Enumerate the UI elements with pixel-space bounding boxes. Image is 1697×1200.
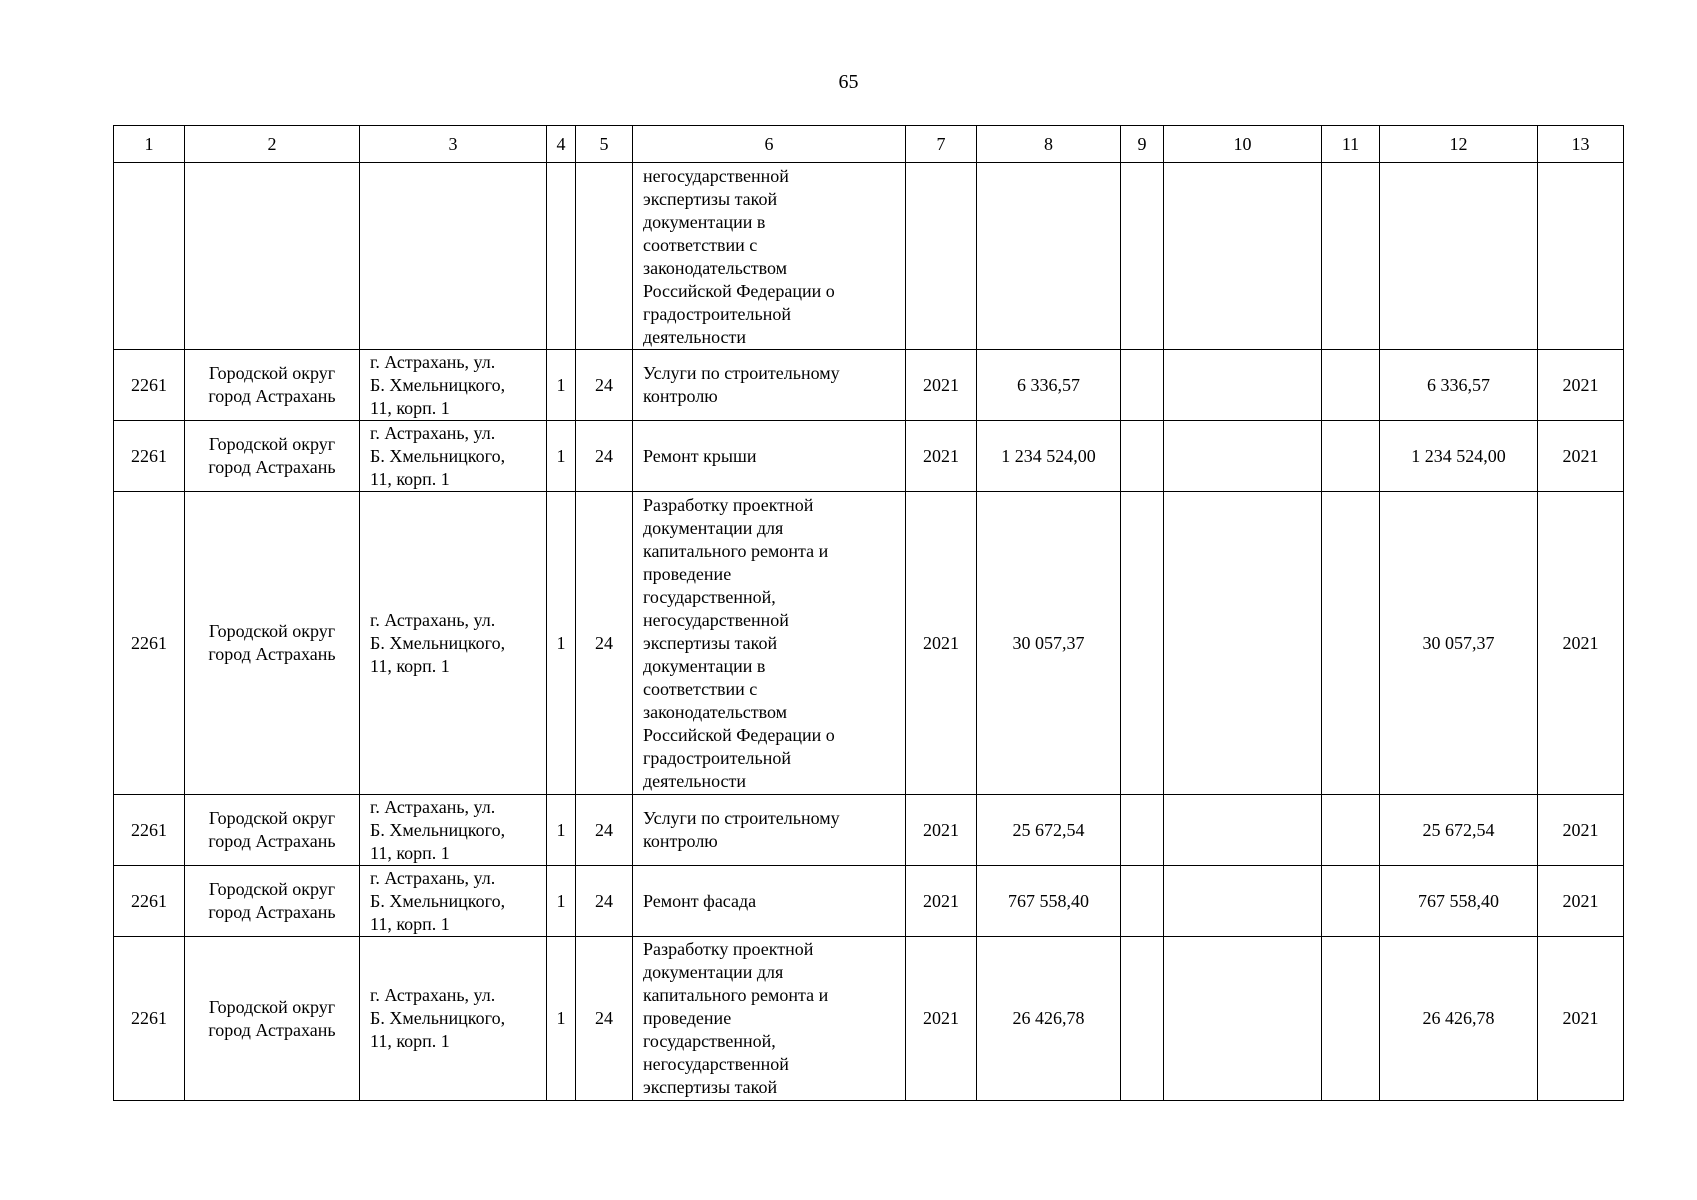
column-header: 11 xyxy=(1322,126,1380,163)
cell-year: 2021 xyxy=(906,350,977,421)
cell-amount-total: 30 057,37 xyxy=(1380,492,1538,795)
cell-municipality: Городской округ город Астрахань xyxy=(185,350,360,421)
cell-col5 xyxy=(576,163,633,350)
cell-description: Услуги по строительному контролю xyxy=(633,350,906,421)
cell-col11 xyxy=(1322,163,1380,350)
cell-year: 2021 xyxy=(906,795,977,866)
cell-year-end: 2021 xyxy=(1538,492,1624,795)
cell-year-end: 2021 xyxy=(1538,350,1624,421)
cell-col11 xyxy=(1322,795,1380,866)
cell-municipality: Городской округ город Астрахань xyxy=(185,492,360,795)
cell-col9 xyxy=(1121,866,1164,937)
column-header: 7 xyxy=(906,126,977,163)
cell-id: 2261 xyxy=(114,350,185,421)
cell-description: Разработку проектной документации для капитального ремонта и проведение государственной, негосударственной экспертизы такой документации в соответствии с законодательством Российской Федерации о градостроительной деятельности xyxy=(633,492,906,795)
cell-col10 xyxy=(1164,795,1322,866)
column-header: 2 xyxy=(185,126,360,163)
cell-col9 xyxy=(1121,350,1164,421)
cell-id xyxy=(114,163,185,350)
table-row xyxy=(114,866,1624,937)
cell-col10 xyxy=(1164,163,1322,350)
cell-col5: 24 xyxy=(576,492,633,795)
cell-id: 2261 xyxy=(114,421,185,492)
cell-municipality: Городской округ город Астрахань xyxy=(185,866,360,937)
cell-col4: 1 xyxy=(547,421,576,492)
cell-col5: 24 xyxy=(576,937,633,1101)
cell-amount: 767 558,40 xyxy=(977,866,1121,937)
cell-amount-total xyxy=(1380,163,1538,350)
cell-col11 xyxy=(1322,421,1380,492)
cell-description: Разработку проектной документации для капитального ремонта и проведение государственной, негосударственной экспертизы такой xyxy=(633,937,906,1101)
cell-year-end: 2021 xyxy=(1538,866,1624,937)
cell-amount: 1 234 524,00 xyxy=(977,421,1121,492)
cell-col11 xyxy=(1322,350,1380,421)
column-header: 9 xyxy=(1121,126,1164,163)
cell-col4: 1 xyxy=(547,866,576,937)
cell-col10 xyxy=(1164,492,1322,795)
cell-description: Ремонт крыши xyxy=(633,421,906,492)
table-row xyxy=(114,492,1624,795)
cell-municipality: Городской округ город Астрахань xyxy=(185,421,360,492)
table-row xyxy=(114,795,1624,866)
table-row xyxy=(114,163,1624,350)
cell-address: г. Астрахань, ул. Б. Хмельницкого, 11, корп. 1 xyxy=(360,866,547,937)
table-row xyxy=(114,937,1624,1101)
table-row xyxy=(114,350,1624,421)
cell-year-end: 2021 xyxy=(1538,937,1624,1101)
column-header: 12 xyxy=(1380,126,1538,163)
cell-col5: 24 xyxy=(576,795,633,866)
cell-amount-total: 1 234 524,00 xyxy=(1380,421,1538,492)
cell-col4 xyxy=(547,163,576,350)
cell-amount-total: 26 426,78 xyxy=(1380,937,1538,1101)
cell-amount-total: 6 336,57 xyxy=(1380,350,1538,421)
cell-address: г. Астрахань, ул. Б. Хмельницкого, 11, корп. 1 xyxy=(360,492,547,795)
cell-description: Ремонт фасада xyxy=(633,866,906,937)
cell-municipality: Городской округ город Астрахань xyxy=(185,795,360,866)
column-header: 1 xyxy=(114,126,185,163)
cell-description: негосударственной экспертизы такой документации в соответствии с законодательством Российской Федерации о градостроительной деятельности xyxy=(633,163,906,350)
cell-amount: 30 057,37 xyxy=(977,492,1121,795)
column-header: 13 xyxy=(1538,126,1624,163)
cell-municipality: Городской округ город Астрахань xyxy=(185,937,360,1101)
cell-col5: 24 xyxy=(576,421,633,492)
cell-year xyxy=(906,163,977,350)
cell-municipality xyxy=(185,163,360,350)
cell-id: 2261 xyxy=(114,866,185,937)
cell-col4: 1 xyxy=(547,795,576,866)
cell-year: 2021 xyxy=(906,421,977,492)
page-number: 65 xyxy=(838,71,859,93)
cell-address: г. Астрахань, ул. Б. Хмельницкого, 11, корп. 1 xyxy=(360,350,547,421)
cell-year: 2021 xyxy=(906,866,977,937)
cell-col5: 24 xyxy=(576,350,633,421)
cell-col11 xyxy=(1322,937,1380,1101)
cell-col9 xyxy=(1121,492,1164,795)
cell-col10 xyxy=(1164,350,1322,421)
cell-id: 2261 xyxy=(114,795,185,866)
column-header: 3 xyxy=(360,126,547,163)
column-header: 6 xyxy=(633,126,906,163)
cell-id: 2261 xyxy=(114,937,185,1101)
cell-col4: 1 xyxy=(547,492,576,795)
cell-address: г. Астрахань, ул. Б. Хмельницкого, 11, корп. 1 xyxy=(360,937,547,1101)
cell-col5: 24 xyxy=(576,866,633,937)
cell-address xyxy=(360,163,547,350)
data-table xyxy=(113,125,1624,1101)
cell-address: г. Астрахань, ул. Б. Хмельницкого, 11, корп. 1 xyxy=(360,795,547,866)
cell-amount xyxy=(977,163,1121,350)
cell-col9 xyxy=(1121,163,1164,350)
cell-description: Услуги по строительному контролю xyxy=(633,795,906,866)
cell-col10 xyxy=(1164,937,1322,1101)
column-header: 4 xyxy=(547,126,576,163)
cell-col11 xyxy=(1322,866,1380,937)
cell-year: 2021 xyxy=(906,492,977,795)
column-header: 10 xyxy=(1164,126,1322,163)
cell-amount: 25 672,54 xyxy=(977,795,1121,866)
cell-year-end: 2021 xyxy=(1538,421,1624,492)
cell-year-end: 2021 xyxy=(1538,795,1624,866)
cell-col11 xyxy=(1322,492,1380,795)
cell-col9 xyxy=(1121,795,1164,866)
cell-col9 xyxy=(1121,937,1164,1101)
header-row xyxy=(114,126,1624,163)
cell-address: г. Астрахань, ул. Б. Хмельницкого, 11, корп. 1 xyxy=(360,421,547,492)
cell-col4: 1 xyxy=(547,350,576,421)
cell-year: 2021 xyxy=(906,937,977,1101)
cell-col9 xyxy=(1121,421,1164,492)
cell-col10 xyxy=(1164,866,1322,937)
cell-col10 xyxy=(1164,421,1322,492)
table-row xyxy=(114,421,1624,492)
cell-amount-total: 25 672,54 xyxy=(1380,795,1538,866)
cell-col4: 1 xyxy=(547,937,576,1101)
cell-id: 2261 xyxy=(114,492,185,795)
cell-year-end xyxy=(1538,163,1624,350)
column-header: 5 xyxy=(576,126,633,163)
cell-amount: 6 336,57 xyxy=(977,350,1121,421)
cell-amount: 26 426,78 xyxy=(977,937,1121,1101)
column-header: 8 xyxy=(977,126,1121,163)
cell-amount-total: 767 558,40 xyxy=(1380,866,1538,937)
